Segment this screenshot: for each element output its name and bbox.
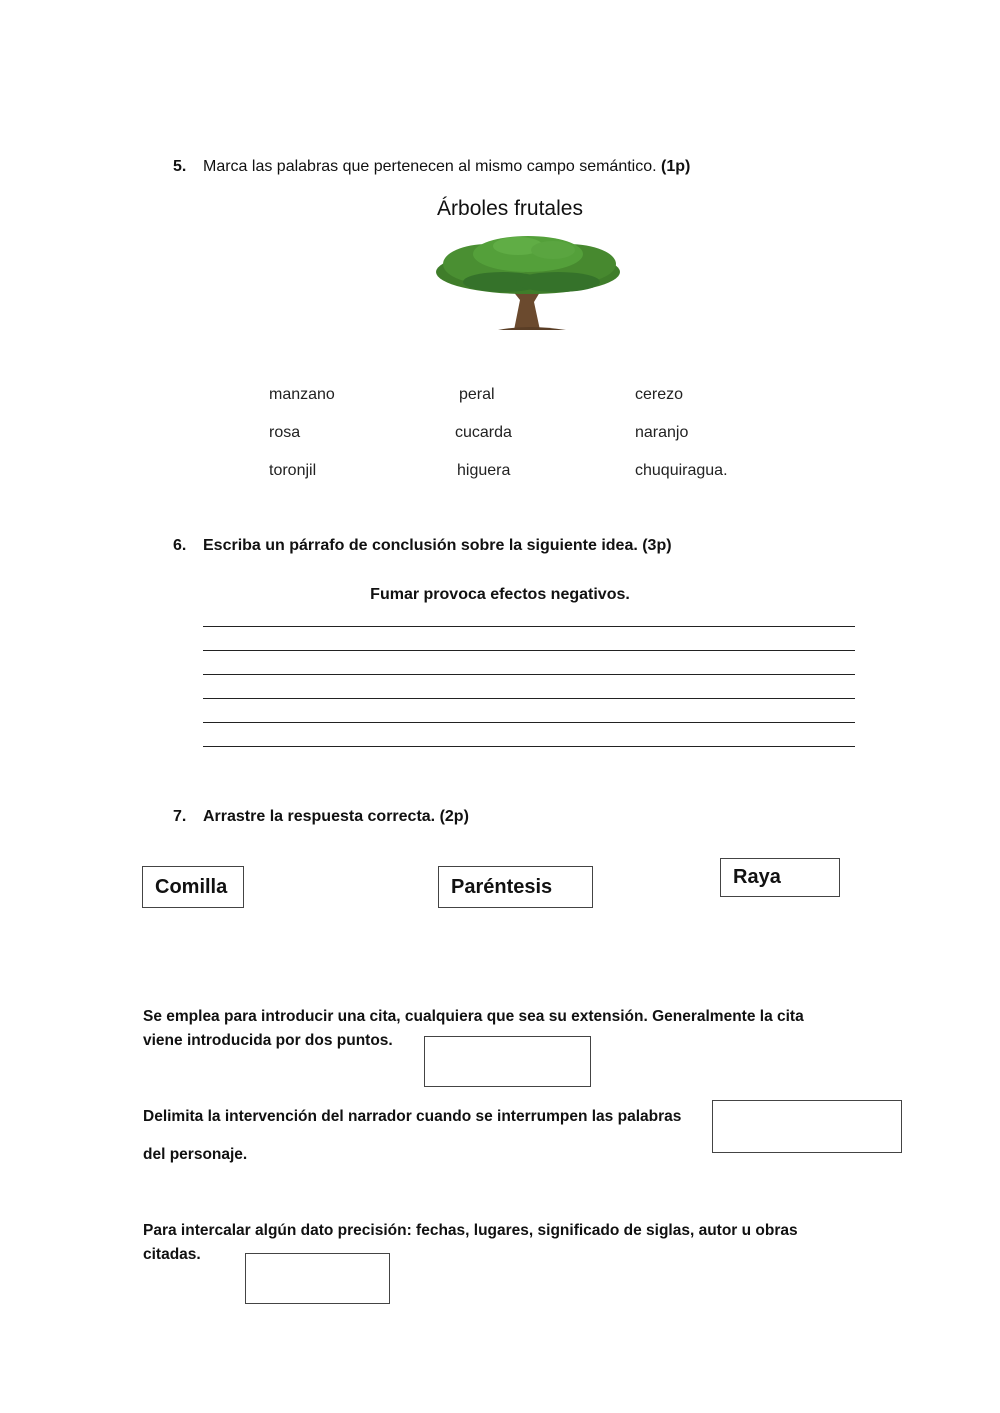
word-option[interactable]: toronjil — [269, 462, 317, 479]
question-text: Marca las palabras que pertenecen al mismo campo semántico. — [203, 158, 657, 175]
answer-line[interactable] — [203, 746, 855, 747]
word-option[interactable]: cerezo — [635, 386, 684, 403]
word-option[interactable]: rosa — [269, 424, 301, 441]
answer-line[interactable] — [203, 650, 855, 651]
definition-text: citadas. — [143, 1246, 201, 1263]
question-number: 5. — [173, 158, 187, 175]
word-option[interactable]: manzano — [269, 386, 335, 403]
drag-option-raya[interactable]: Raya — [720, 858, 840, 897]
question-text: Escriba un párrafo de conclusión sobre la siguiente idea. (3p) — [203, 537, 672, 554]
definition-2 — [143, 1105, 681, 1129]
answer-line[interactable] — [203, 722, 855, 723]
word-option[interactable]: higuera — [457, 462, 511, 479]
word-option[interactable]: peral — [459, 386, 495, 403]
question-number: 6. — [173, 537, 187, 554]
definition-text: Se emplea para introducir una cita, cualquiera que sea su extensión. Generalmente la cita — [143, 1008, 804, 1025]
question-text: Arrastre la respuesta correcta. (2p) — [203, 808, 469, 825]
drag-option-comilla[interactable]: Comilla — [142, 866, 244, 908]
question-7 — [173, 808, 469, 826]
definition-text: del personaje. — [143, 1146, 248, 1163]
word-option[interactable]: naranjo — [635, 424, 689, 441]
answer-line[interactable] — [203, 674, 855, 675]
drag-option-parentesis[interactable]: Paréntesis — [438, 866, 593, 908]
idea-statement: Fumar provoca efectos negativos. — [370, 586, 630, 603]
drop-zone-3[interactable] — [245, 1253, 390, 1304]
drop-zone-2[interactable] — [712, 1100, 902, 1153]
section-title: Árboles frutales — [437, 197, 583, 220]
drop-zone-1[interactable] — [424, 1036, 591, 1087]
answer-line[interactable] — [203, 698, 855, 699]
question-5 — [173, 158, 690, 176]
word-option[interactable]: cucarda — [455, 424, 512, 441]
definition-text: viene introducida por dos puntos. — [143, 1032, 393, 1049]
question-points: (1p) — [661, 158, 691, 175]
question-number: 7. — [173, 808, 187, 825]
definition-text: Para intercalar algún dato precisión: fechas, lugares, significado de siglas, autor u obras — [143, 1222, 798, 1239]
definition-text: Delimita la intervención del narrador cuando se interrumpen las palabras — [143, 1108, 682, 1125]
answer-line[interactable] — [203, 626, 855, 627]
definition-2-cont — [143, 1143, 247, 1167]
word-option[interactable]: chuquiragua. — [635, 462, 728, 479]
question-6 — [173, 537, 672, 555]
tree-image — [428, 234, 628, 332]
